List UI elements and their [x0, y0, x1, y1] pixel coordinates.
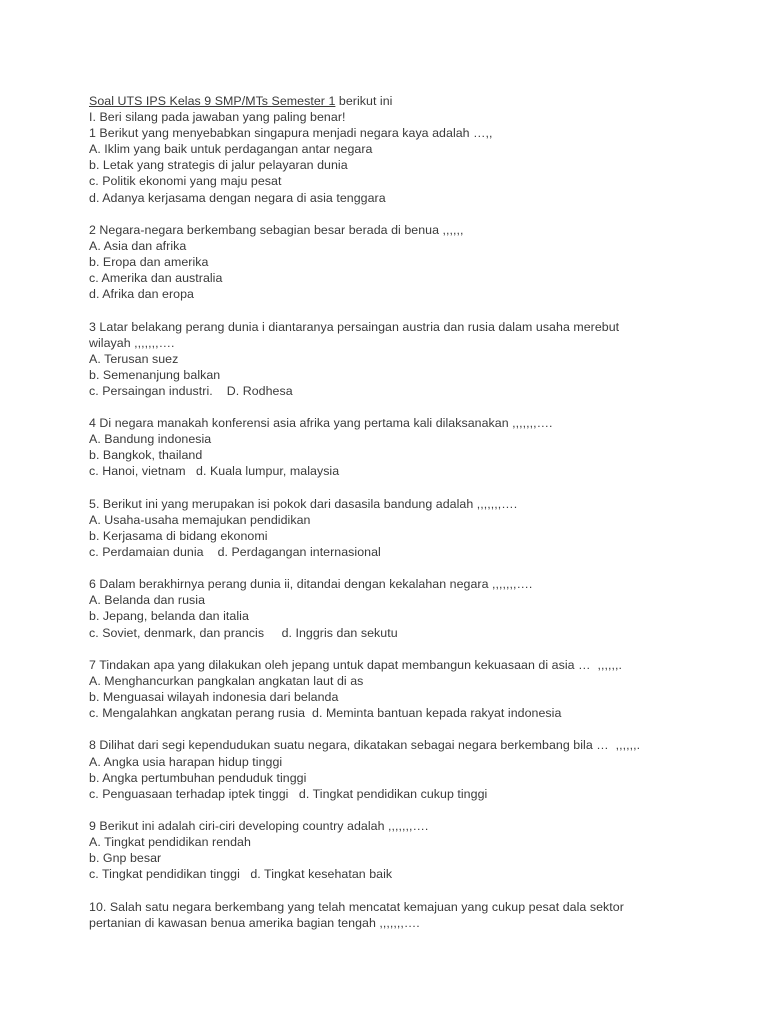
question-text: 3 Latar belakang perang dunia i diantaranya persaingan austria dan rusia dalam usaha merebut — [89, 319, 620, 334]
question-line: b. Angka pertumbuhan penduduk tinggi — [89, 770, 307, 785]
question-block — [89, 818, 739, 882]
question-line: c. Tingkat pendidikan tinggi d. Tingkat kesehatan baik — [89, 867, 393, 882]
question-line: b. Eropa dan amerika — [89, 255, 209, 270]
question-block — [89, 576, 739, 640]
question-line: c. Amerika dan australia — [89, 271, 223, 286]
question-text: 6 Dalam berakhirnya perang dunia ii, ditandai dengan kekalahan negara ,,,,,,,…. — [89, 577, 533, 592]
question-line: A. Belanda dan rusia — [89, 593, 206, 608]
question-block — [89, 222, 739, 302]
question-block — [89, 737, 739, 801]
title-link[interactable]: Soal UTS IPS Kelas 9 SMP/MTs Semester 1 — [89, 94, 336, 108]
question-line: c. Penguasaan terhadap iptek tinggi d. Tingkat pendidikan cukup tinggi — [89, 786, 488, 801]
question-line: c. Soviet, denmark, dan prancis d. Inggris dan sekutu — [89, 625, 398, 640]
question-block — [89, 496, 739, 560]
question-line: b. Gnp besar — [89, 851, 162, 866]
question-text: 2 Negara-negara berkembang sebagian besar berada di benua ,,,,,, — [89, 222, 464, 237]
question-line: pertanian di kawasan benua amerika bagian tengah ,,,,,,,…. — [89, 915, 420, 930]
question-block — [89, 657, 739, 721]
document-header — [89, 93, 739, 125]
title-suffix: berikut ini — [335, 94, 393, 108]
question-line: A. Bandung indonesia — [89, 432, 212, 447]
question-line: b. Kerjasama di bidang ekonomi — [89, 528, 268, 543]
question-text: 10. Salah satu negara berkembang yang telah mencatat kemajuan yang cukup pesat dala sektor — [89, 899, 624, 914]
question-line: b. Letak yang strategis di jalur pelayaran dunia — [89, 158, 348, 173]
question-line: A. Iklim yang baik untuk perdagangan antar negara — [89, 142, 373, 157]
question-block — [89, 319, 739, 399]
question-line: A. Menghancurkan pangkalan angkatan laut di as — [89, 673, 364, 688]
document-title — [89, 93, 739, 109]
question-list — [89, 125, 739, 931]
question-line: b. Semenanjung balkan — [89, 367, 221, 382]
question-text: 4 Di negara manakah konferensi asia afrika yang pertama kali dilaksanakan ,,,,,,,…. — [89, 416, 553, 431]
question-line: A. Asia dan afrika — [89, 238, 187, 253]
question-line: A. Tingkat pendidikan rendah — [89, 835, 251, 850]
question-line: c. Perdamaian dunia d. Perdagangan internasional — [89, 545, 381, 559]
question-line: b. Jepang, belanda dan italia — [89, 609, 249, 624]
question-line: b. Menguasai wilayah indonesia dari belanda — [89, 690, 339, 705]
question-line: A. Angka usia harapan hidup tinggi — [89, 754, 283, 769]
question-line: c. Persaingan industri. D. Rodhesa — [89, 383, 293, 398]
document-page — [89, 93, 739, 931]
question-line: wilayah ,,,,,,,…. — [89, 335, 175, 350]
question-line: d. Adanya kerjasama dengan negara di asia tenggara — [89, 190, 386, 205]
question-block — [89, 415, 739, 479]
question-line: d. Afrika dan eropa — [89, 287, 194, 302]
question-text: 7 Tindakan apa yang dilakukan oleh jepang untuk dapat membangun kekuasaan di asia … ,,,,,,. — [89, 657, 622, 672]
question-line: A. Terusan suez — [89, 351, 179, 366]
question-text: 8 Dilihat dari segi kependudukan suatu negara, dikatakan sebagai negara berkembang bila … ,,,,,,. — [89, 738, 641, 753]
question-line: c. Mengalahkan angkatan perang rusia d. Meminta bantuan kepada rakyat indonesia — [89, 706, 562, 721]
question-line: A. Usaha-usaha memajukan pendidikan — [89, 512, 311, 527]
question-line: c. Politik ekonomi yang maju pesat — [89, 174, 282, 189]
question-block — [89, 899, 739, 931]
question-text: 5. Berikut ini yang merupakan isi pokok dari dasasila bandung adalah ,,,,,,,…. — [89, 496, 518, 511]
question-text: 1 Berikut yang menyebabkan singapura menjadi negara kaya adalah …,, — [89, 126, 493, 141]
question-line: b. Bangkok, thailand — [89, 448, 203, 463]
question-block — [89, 125, 739, 205]
question-line: c. Hanoi, vietnam d. Kuala lumpur, malaysia — [89, 464, 340, 479]
instruction-text: I. Beri silang pada jawaban yang paling benar! — [89, 110, 346, 125]
question-text: 9 Berikut ini adalah ciri-ciri developing country adalah ,,,,,,,…. — [89, 818, 429, 833]
